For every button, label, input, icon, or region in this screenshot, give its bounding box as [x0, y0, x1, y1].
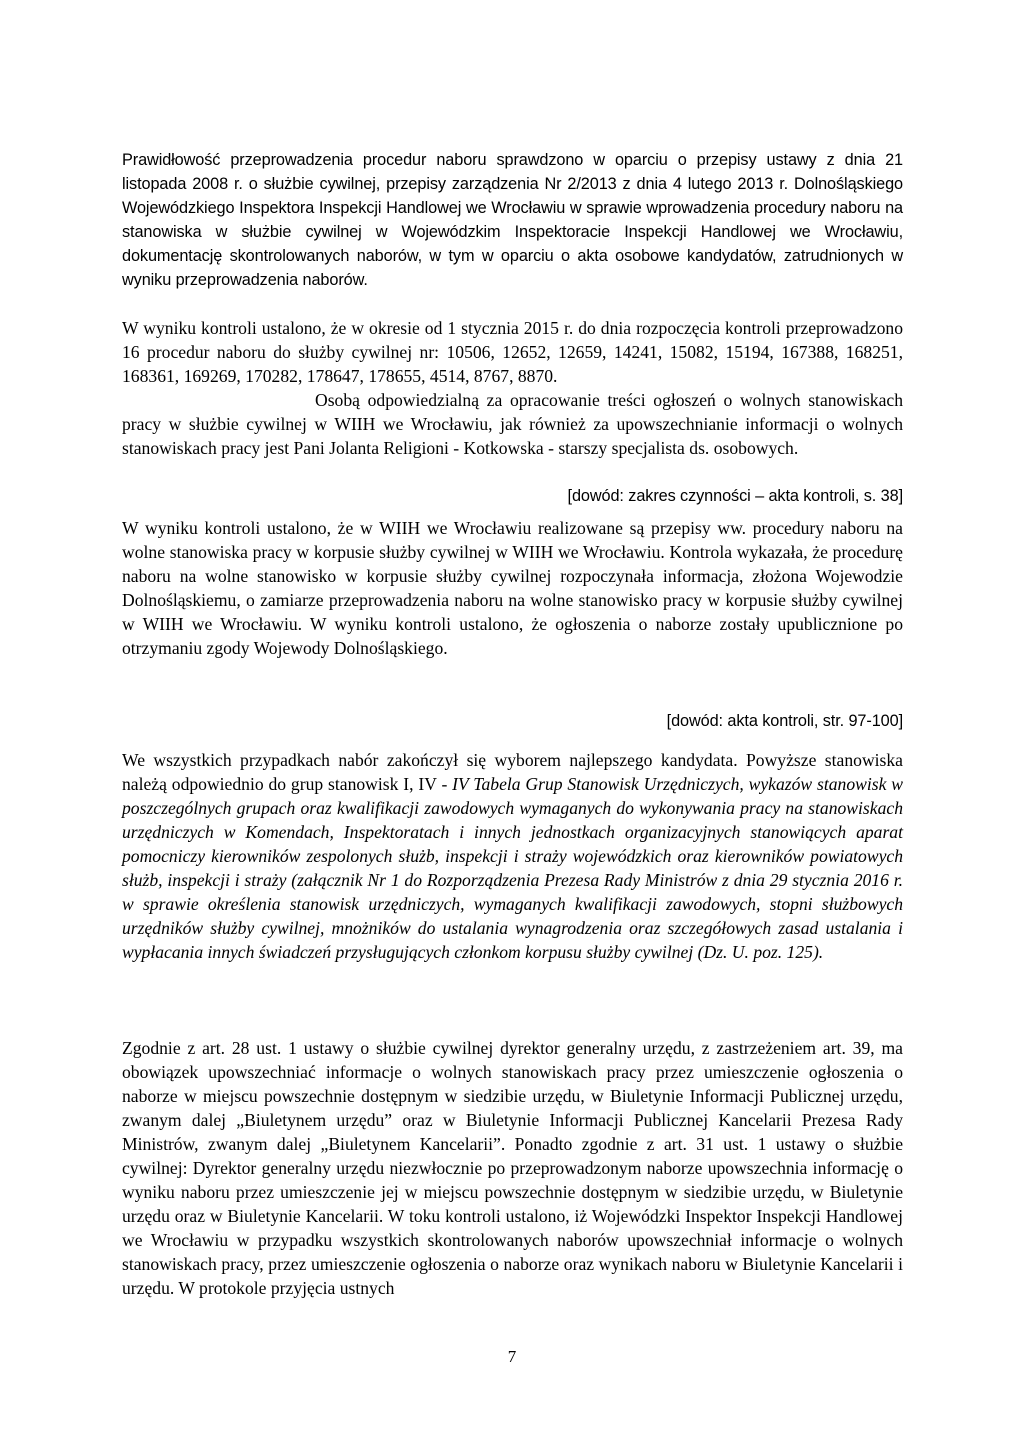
paragraph-position-groups-regulation: IV Tabela Grup Stanowisk Urzędniczych, wykazów stanowisk w poszczególnych grupach oraz kwalifikacji zawodowych wymaganych do wykonywania pracy na stanowiskach urzędniczych w Komendach, Inspektoratach i innych jednostkach organizacyjnych stanowiących aparat pomocniczy kierowników zespolonych służb, inspekcji i straży wojewódzkich oraz kierowników powiatowych służb, inspekcji i straży (załącznik Nr 1 do Rozporządzenia Prezesa Rady Ministrów z dnia 29 stycznia 2016 r. w sprawie określenia stanowisk urzędniczych, wymaganych kwalifikacji zawodowych, stopni służbowych urzędników służby cywilnej, mnożników do ustalania wynagrodzenia oraz szczegółowych zasad ustalania i wypłacania innych świadczeń przysługujących członkom korpusu służby cywilnej (Dz. U. poz. 125). [122, 774, 903, 962]
paragraph-control-findings: W wyniku kontroli ustalono, że w WIIH we Wrocławiu realizowane są przepisy ww. procedury naboru na wolne stanowiska pracy w korpusie służby cywilnej w WIIH we Wrocławiu. Kontrola wykazała, że procedurę naboru na wolne stanowisko w korpusie służby cywilnej rozpoczynała informacja, złożona Wojewodzie Dolnośląskiemu, o zamiarze przeprowadzenia naboru na wolne stanowisko pracy w korpusie służby cywilnej w WIIH we Wrocławiu. W wyniku kontroli ustalono, że ogłoszenia o naborze zostały upublicznione po otrzymaniu zgody Wojewody Dolnośląskiego. [122, 518, 903, 658]
paragraph-publication-rules: Zgodnie z art. 28 ust. 1 ustawy o służbie cywilnej dyrektor generalny urzędu, z zastrzeżeniem art. 39, ma obowiązek upowszechniać informacje o wolnych stanowiskach pracy przez umieszczenie ogłoszenia o naborze w miejscu powszechnie dostępnym w siedzibie urzędu, w Biuletynie Informacji Publicznej urzędu, zwanym dalej „Biuletynem urzędu” oraz w Biuletynie Informacji Publicznej Kancelarii Prezesa Rady Ministrów, zwanym dalej „Biuletynem Kancelarii”. Ponadto zgodnie z art. 31 ust. 1 ustawy o służbie cywilnej: Dyrektor generalny urzędu niezwłocznie po przeprowadzonym naborze upowszechnia informację o wyniku naboru przez umieszczenie jej w miejscu powszechnie dostępnym w siedzibie urzędu, w Biuletynie urzędu oraz w Biuletynie Kancelarii. W toku kontroli ustalono, iż Wojewódzki Inspektor Inspekcji Handlowej we Wrocławiu w przypadku wszystkich skontrolowanych naborów upowszechniał informacje o wolnych stanowiskach pracy, przez umieszczenie ogłoszenia o naborze oraz wynikach naboru w Biuletynie Kancelarii i urzędu. W protokole przyjęcia ustnych [122, 1038, 903, 1298]
paragraph-responsible-person: Osobą odpowiedzialną za opracowanie treści ogłoszeń o wolnych stanowiskach pracy w służbie cywilnej w WIIH we Wrocławiu, jak również za upowszechnianie informacji o wolnych stanowiskach pracy jest Pani Jolanta Religioni - Kotkowska - starszy specjalista ds. osobowych. [122, 390, 903, 458]
evidence-note-scope: [dowód: zakres czynności – akta kontroli, s. 38] [567, 487, 903, 505]
page-number: 7 [507, 1347, 517, 1366]
paragraph-position-groups [122, 748, 903, 964]
paragraph-legal-basis: Prawidłowość przeprowadzenia procedur naboru sprawdzono w oparciu o przepisy ustawy z dnia 21 listopada 2008 r. o służbie cywilnej, przepisy zarządzenia Nr 2/2013 z dnia 4 lutego 2013 r. Dolnośląskiego Wojewódzkiego Inspektora Inspekcji Handlowej we Wrocławiu w sprawie wprowadzenia procedury naboru na stanowiska w służbie cywilnej w Wojewódzkim Inspektoracie Inspekcji Handlowej we Wrocławiu, dokumentację skontrolowanych naborów, w tym w oparciu o akta osobowe kandydatów, zatrudnionych w wyniku przeprowadzenia naborów. [122, 151, 903, 289]
paragraph-position-groups-text: We wszystkich przypadkach nabór zakończył się wyborem najlepszego kandydata. Powyższe stanowiska należą odpowiednio do grup stanowisk I, IV - [122, 750, 903, 794]
evidence-note-files: [dowód: akta kontroli, str. 97-100] [666, 712, 903, 730]
paragraph-recruitment-procedures: W wyniku kontroli ustalono, że w okresie od 1 stycznia 2015 r. do dnia rozpoczęcia kontroli przeprowadzono 16 procedur naboru do służby cywilnej nr: 10506, 12652, 12659, 14241, 15082, 15194, 167388, 168251, 168361, 169269, 170282, 178647, 178655, 4514, 8767, 8870. [122, 318, 903, 386]
